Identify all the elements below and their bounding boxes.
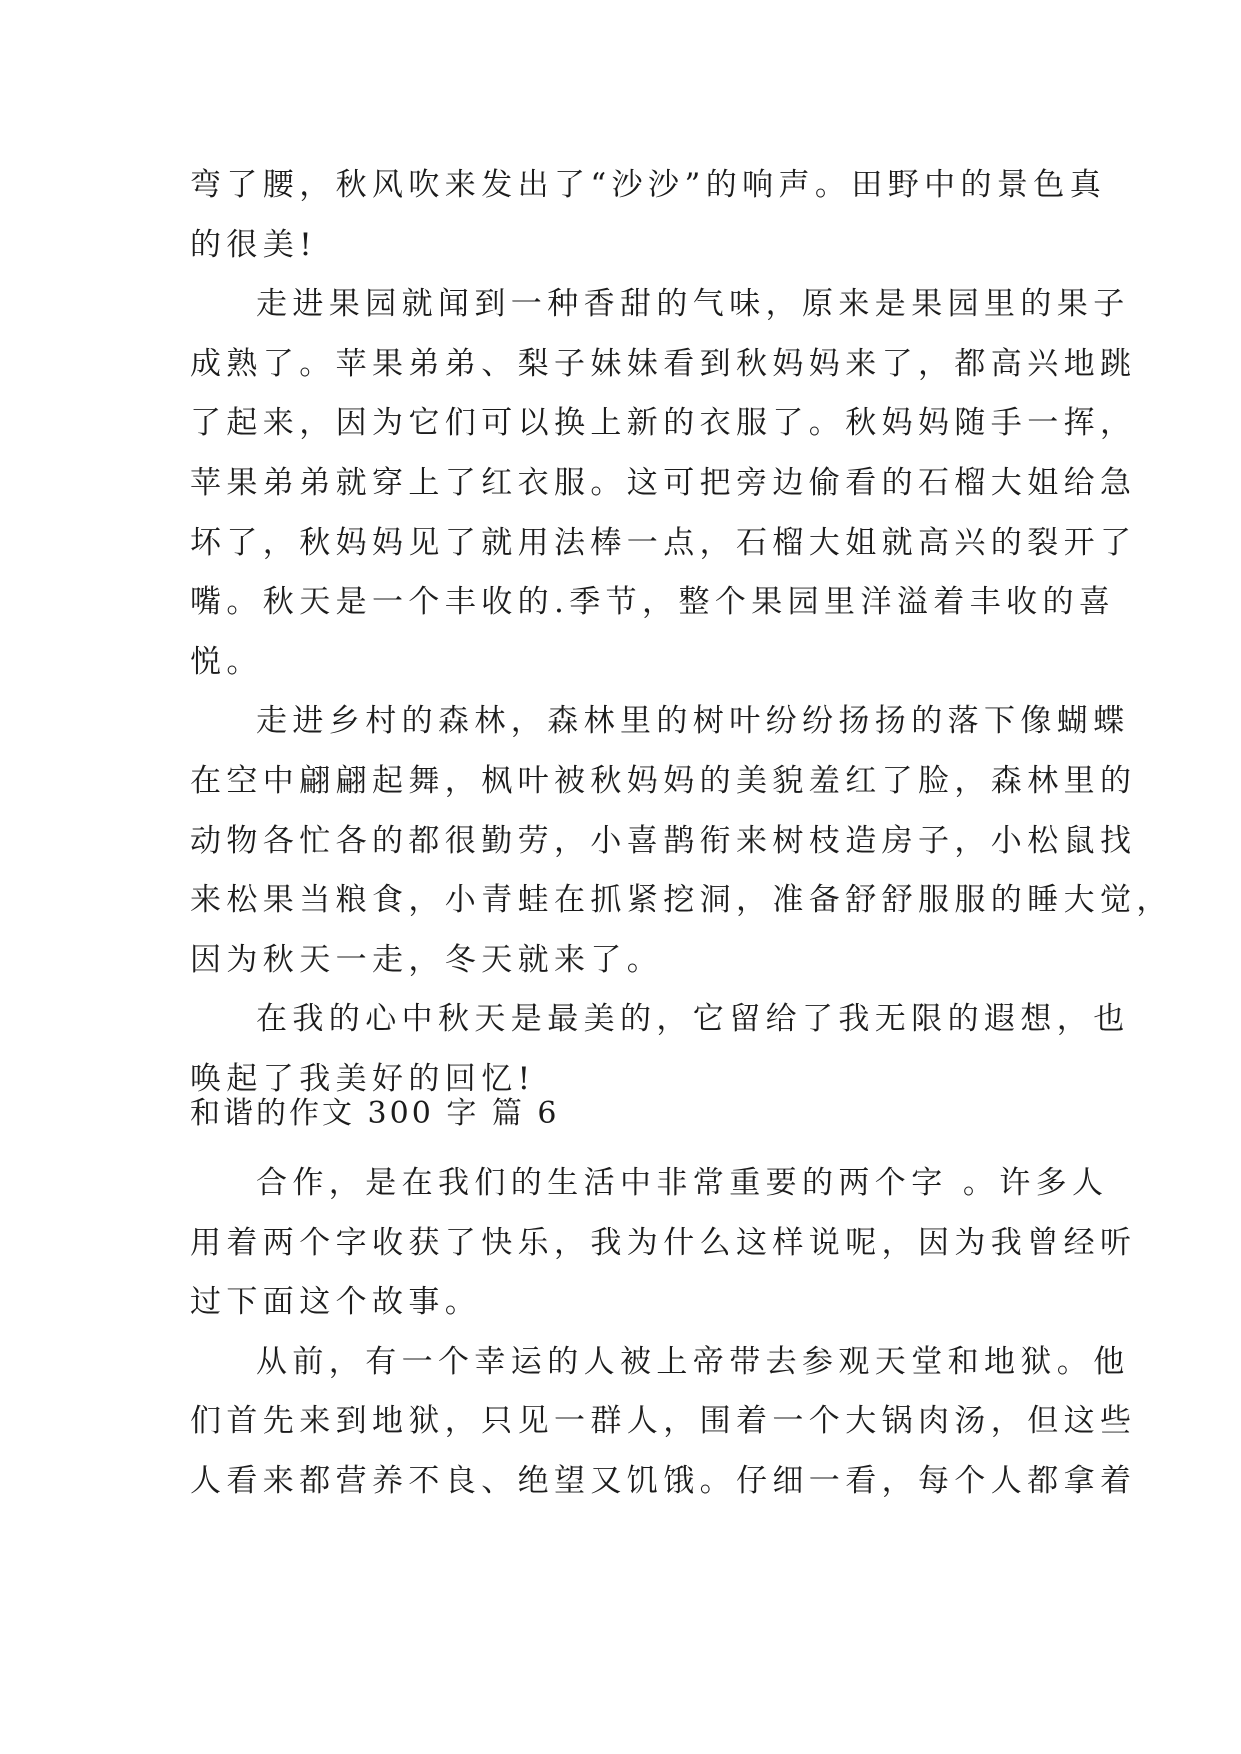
text-line: 来松果当粮食，小青蛙在抓紧挖洞，准备舒舒服服的睡大觉，: [190, 882, 1173, 919]
paragraph-start-line: 走进乡村的森林，森林里的树叶纷纷扬扬的落下像蝴蝶: [256, 703, 1130, 740]
text-line: 人看来都营养不良、绝望又饥饿。仔细一看，每个人都拿着: [190, 1462, 1137, 1499]
paragraph-start-line: 在我的心中秋天是最美的，它留给了我无限的遐想，也: [256, 1001, 1130, 1038]
paragraph-start-line: 从前，有一个幸运的人被上帝带去参观天堂和地狱。他: [256, 1343, 1130, 1380]
text-line: 用着两个字收获了快乐，我为什么这样说呢，因为我曾经听: [190, 1224, 1137, 1261]
text-line: 们首先来到地狱，只见一群人，围着一个大锅肉汤，但这些: [190, 1403, 1137, 1440]
text-line: 因为秋天一走，冬天就来了。: [190, 941, 664, 978]
text-line: 过下面这个故事。: [190, 1284, 482, 1321]
text-line: 苹果弟弟就穿上了红衣服。这可把旁边偷看的石榴大姐给急: [190, 464, 1137, 501]
text-line: 动物各忙各的都很勤劳，小喜鹊衔来树枝造房子，小松鼠找: [190, 822, 1137, 859]
essay-body-section-2: [190, 1154, 1137, 1512]
text-line: 在空中翩翩起舞，枫叶被秋妈妈的美貌羞红了脸，森林里的: [190, 762, 1137, 799]
text-line: 唤起了我美好的回忆!: [190, 1060, 536, 1097]
text-line: 悦。: [190, 643, 263, 680]
text-line: 坏了，秋妈妈见了就用法棒一点，石榴大姐就高兴的裂开了: [190, 524, 1137, 561]
text-line: 成熟了。苹果弟弟、梨子妹妹看到秋妈妈来了，都高兴地跳: [190, 345, 1137, 382]
text-line: 弯了腰，秋风吹来发出了“沙沙”的响声。田野中的景色真: [190, 167, 1107, 203]
paragraph-start-line: 合作，是在我们的生活中非常重要的两个字 。许多人: [256, 1165, 1109, 1201]
paragraph-start-line: 走进果园就闻到一种香甜的气味，原来是果园里的果子: [256, 286, 1130, 323]
text-line: 了起来，因为它们可以换上新的衣服了。秋妈妈随手一挥，: [190, 405, 1137, 442]
essay-heading: 和谐的作文 300 字 篇 6: [190, 1096, 560, 1131]
text-line: 的很美!: [190, 226, 318, 263]
text-line: 嘴。秋天是一个丰收的.季节，整个果园里洋溢着丰收的喜: [190, 584, 1116, 621]
essay-body-section-1: [190, 156, 1173, 1110]
